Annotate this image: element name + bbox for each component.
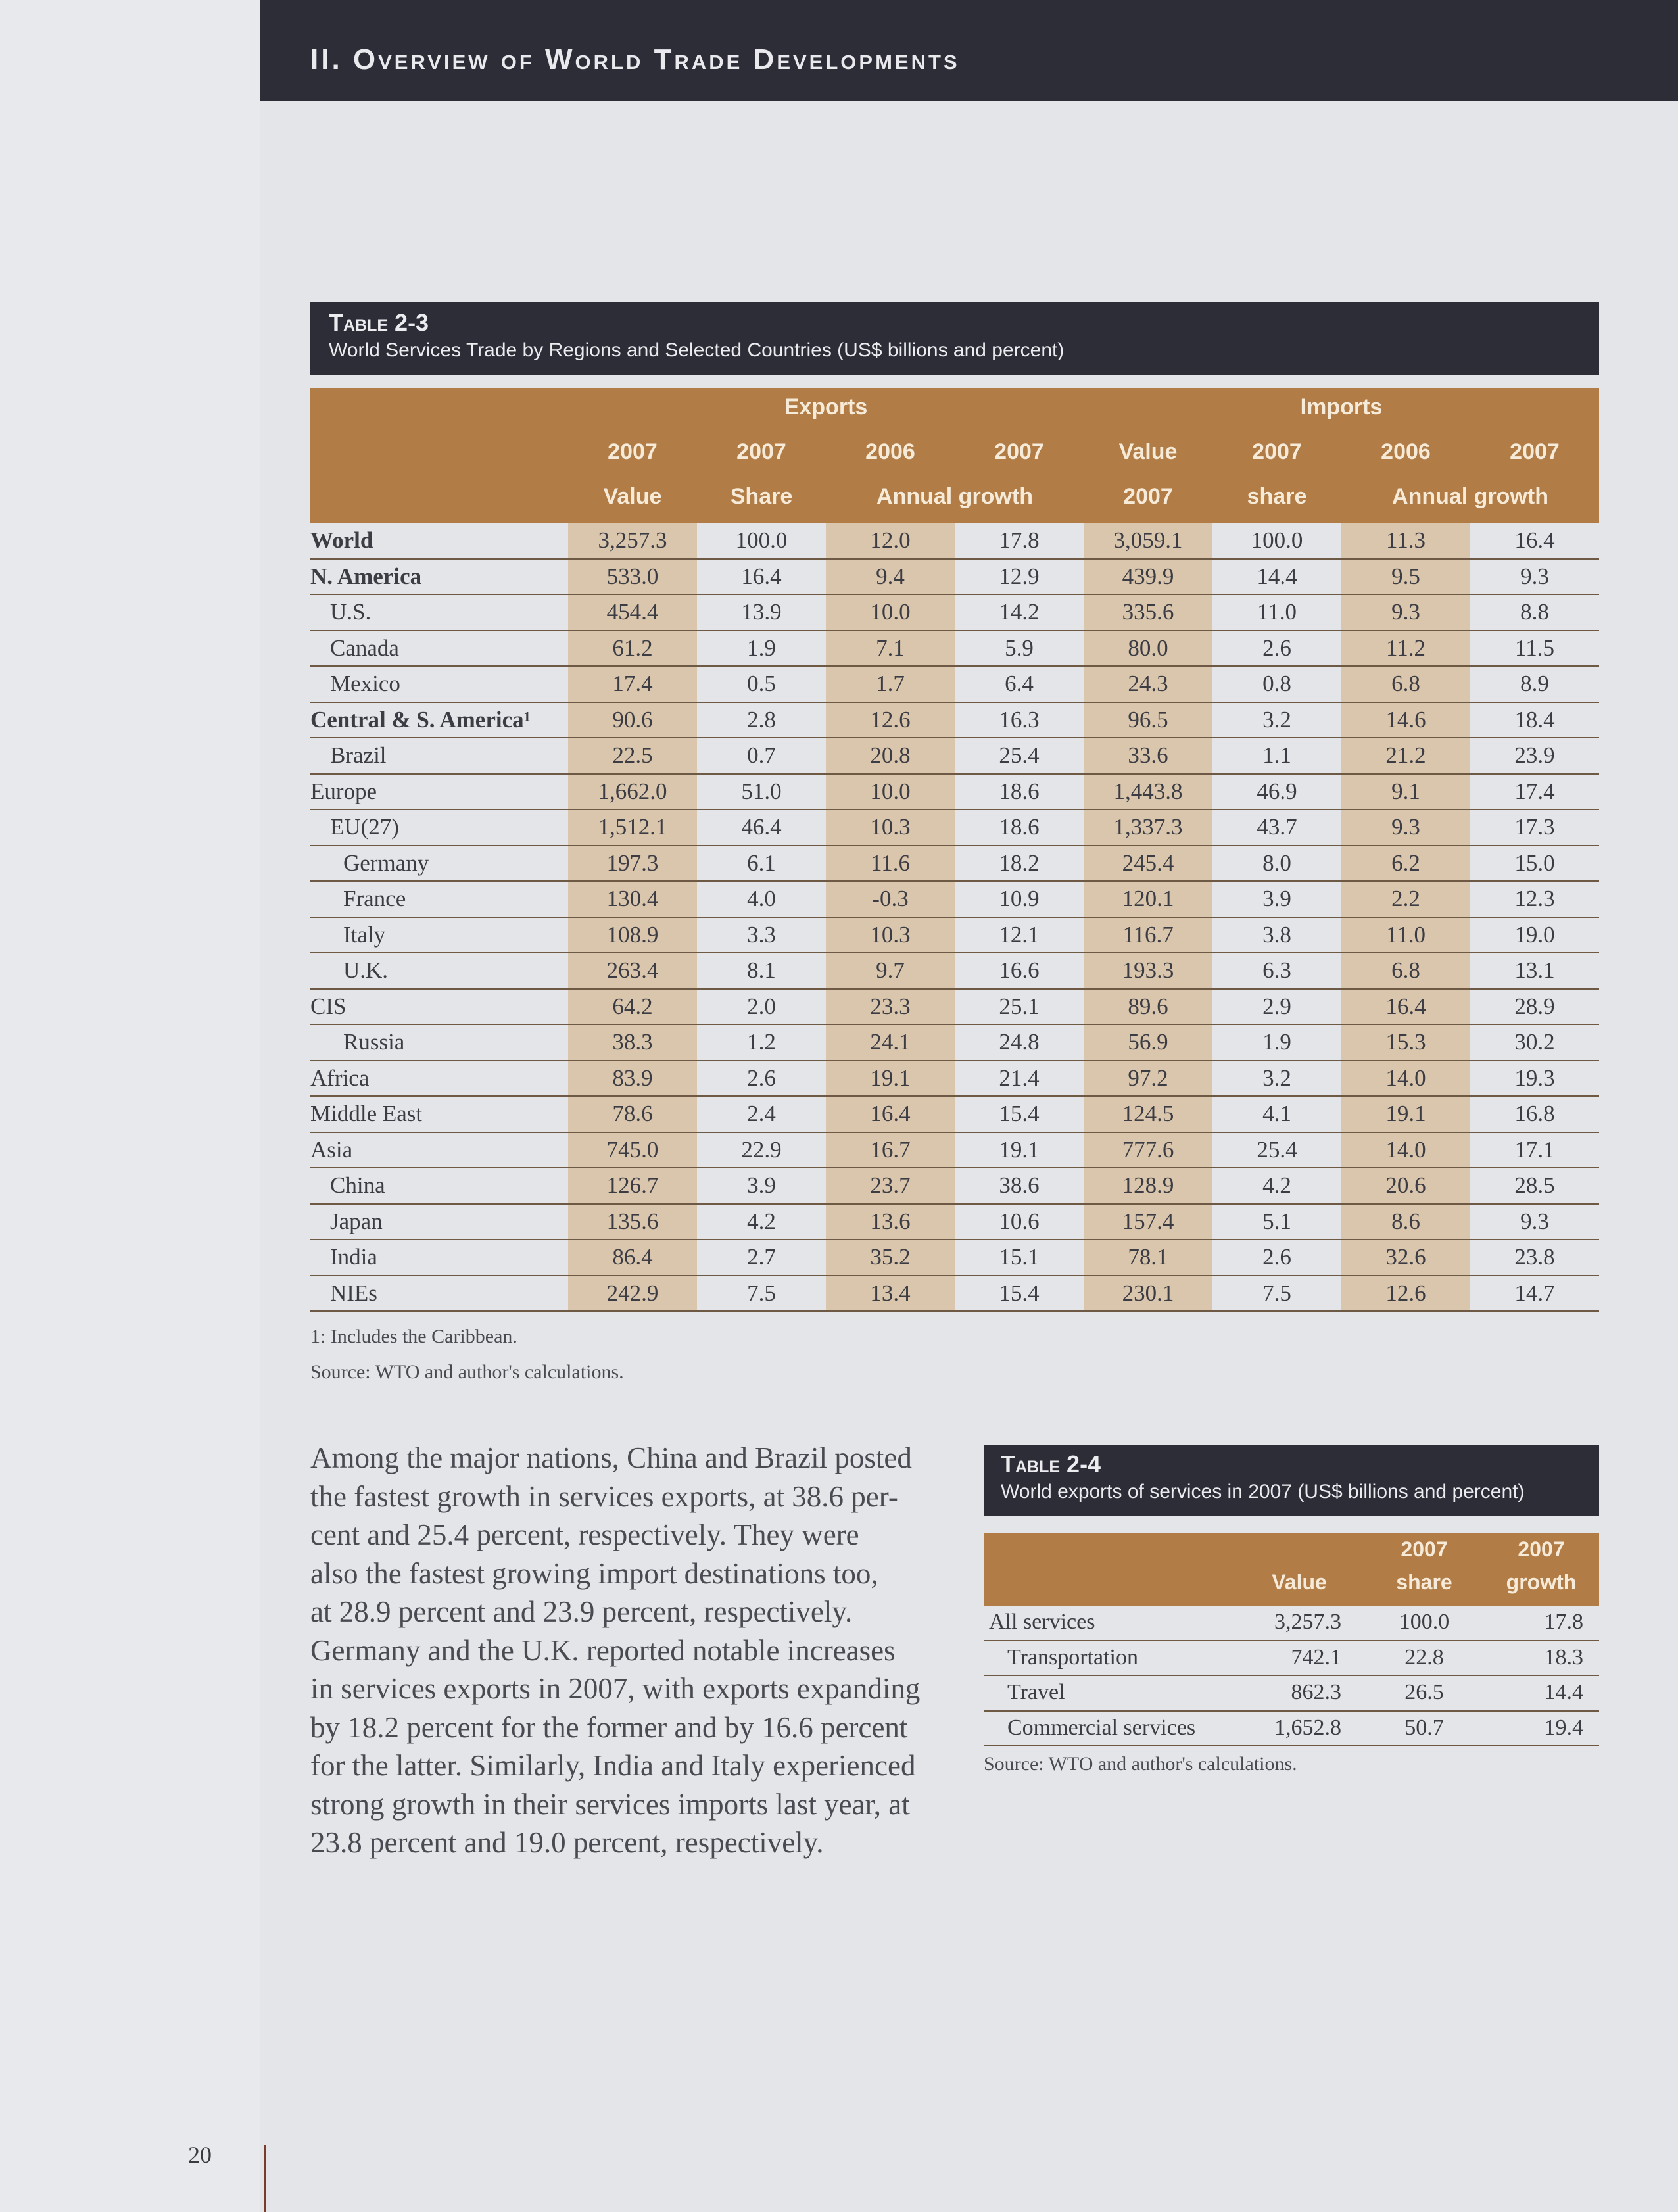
cell-imp-share: 43.7 [1257, 814, 1297, 840]
cell-exp-value: 1,662.0 [598, 778, 667, 804]
t4-col-growth-year: 2007 [1518, 1537, 1565, 1561]
cell-exp-growth-2007: 10.9 [999, 886, 1040, 911]
cell-exp-growth-2007: 15.4 [999, 1280, 1040, 1306]
cell-share: 50.7 [1404, 1715, 1444, 1740]
cell-growth: 19.4 [1544, 1715, 1583, 1740]
cell-imp-value: 33.6 [1128, 742, 1168, 768]
cell-exp-growth-2006: 13.6 [870, 1208, 911, 1234]
cell-exp-share: 51.0 [741, 778, 782, 804]
t4-col-growth: growth [1506, 1570, 1577, 1594]
cell-imp-growth-2006: 9.5 [1391, 563, 1420, 589]
col-exp-annual-growth: Annual growth [876, 484, 1033, 509]
cell-imp-growth-2006: 20.6 [1385, 1172, 1426, 1198]
cell-imp-growth-2006: 14.0 [1385, 1065, 1426, 1091]
cell-imp-share: 1.1 [1262, 742, 1291, 768]
cell-imp-growth-2006: 16.4 [1385, 993, 1426, 1019]
col-imp-annual-growth: Annual growth [1392, 484, 1548, 509]
cell-imp-growth-2006: 14.6 [1385, 706, 1426, 733]
cell-imp-value: 439.9 [1122, 563, 1174, 589]
cell-imp-growth-2007: 8.9 [1520, 671, 1549, 696]
row-label: Travel [1007, 1680, 1065, 1704]
row-label: Africa [310, 1065, 370, 1091]
cell-imp-growth-2006: 6.8 [1391, 671, 1420, 696]
cell-imp-value: 777.6 [1122, 1136, 1174, 1163]
cell-exp-value: 263.4 [606, 957, 659, 983]
cell-imp-growth-2007: 8.8 [1520, 599, 1549, 625]
table-row [310, 703, 1599, 739]
cell-exp-growth-2007: 19.1 [999, 1136, 1040, 1163]
table-row [310, 1133, 1599, 1169]
cell-imp-growth-2006: 6.2 [1391, 850, 1420, 876]
cell-exp-share: 7.5 [747, 1280, 776, 1306]
body-text-line: at 28.9 percent and 23.9 percent, respectively. [310, 1595, 853, 1628]
cell-imp-value: 97.2 [1128, 1065, 1168, 1091]
cell-exp-value: 64.2 [612, 993, 653, 1019]
table-row [310, 1205, 1599, 1241]
cell-imp-value: 96.5 [1128, 706, 1168, 733]
cell-exp-growth-2006: 16.7 [870, 1136, 911, 1163]
body-text-line: Among the major nations, China and Brazil posted [310, 1441, 912, 1474]
body-text-line: the fastest growth in services exports, at 38.6 per- [310, 1479, 898, 1513]
table-row [310, 810, 1599, 846]
cell-imp-value: 89.6 [1128, 993, 1168, 1019]
cell-exp-growth-2006: 23.3 [870, 993, 911, 1019]
table-row [310, 1097, 1599, 1133]
cell-exp-growth-2006: 11.6 [871, 850, 910, 876]
table4-label: Table 2-4 [1001, 1451, 1101, 1478]
cell-exp-growth-2007: 21.4 [999, 1065, 1040, 1091]
cell-exp-value: 126.7 [606, 1172, 659, 1198]
cell-imp-share: 14.4 [1257, 563, 1297, 589]
cell-imp-share: 4.1 [1262, 1101, 1291, 1126]
cell-imp-value: 230.1 [1122, 1280, 1174, 1306]
col-exp-growth-2006: 2006 [865, 439, 915, 464]
chapter-title: II. Overview of World Trade Developments [310, 43, 960, 76]
row-label: Italy [343, 921, 386, 948]
cell-imp-share: 3.2 [1262, 1065, 1291, 1091]
cell-exp-growth-2006: 10.0 [870, 599, 911, 625]
cell-imp-growth-2006: 9.3 [1391, 814, 1420, 840]
cell-imp-value: 120.1 [1122, 886, 1174, 911]
cell-exp-growth-2006: 23.7 [870, 1172, 911, 1198]
cell-exp-share: 2.6 [747, 1065, 776, 1091]
cell-exp-growth-2006: 24.1 [870, 1029, 911, 1055]
cell-exp-growth-2007: 6.4 [1005, 671, 1034, 696]
cell-imp-growth-2006: 19.1 [1385, 1101, 1426, 1126]
col-imp-value: Value [1118, 439, 1178, 464]
cell-imp-share: 8.0 [1262, 850, 1291, 876]
cell-exp-share: 100.0 [735, 527, 788, 553]
cell-exp-value: 242.9 [606, 1280, 659, 1306]
cell-imp-growth-2007: 15.0 [1514, 850, 1555, 876]
cell-exp-share: 1.2 [747, 1029, 776, 1055]
cell-exp-growth-2006: 35.2 [870, 1244, 911, 1270]
col-imp-growth-2007: 2007 [1510, 439, 1560, 464]
cell-exp-value: 22.5 [612, 742, 653, 768]
cell-exp-share: 2.8 [747, 706, 776, 733]
cell-value: 742.1 [1291, 1645, 1341, 1670]
cell-exp-value: 3,257.3 [598, 527, 667, 553]
cell-imp-growth-2007: 19.3 [1514, 1065, 1555, 1091]
row-label: Commercial services [1007, 1715, 1196, 1740]
cell-imp-growth-2006: 9.3 [1391, 599, 1420, 625]
cell-exp-growth-2007: 17.8 [999, 527, 1040, 553]
row-label: France [343, 886, 406, 911]
row-label: Mexico [330, 671, 400, 696]
page-number: 20 [188, 2142, 212, 2168]
cell-growth: 14.4 [1544, 1680, 1583, 1704]
cell-exp-value: 61.2 [612, 635, 653, 661]
page-number-rule [264, 2145, 266, 2212]
cell-exp-share: 3.9 [747, 1172, 776, 1198]
cell-imp-growth-2007: 9.3 [1520, 1208, 1549, 1234]
cell-exp-growth-2007: 14.2 [999, 599, 1040, 625]
cell-exp-value: 745.0 [606, 1136, 659, 1163]
cell-imp-growth-2007: 23.8 [1514, 1244, 1555, 1270]
t4-col-share: share [1396, 1570, 1452, 1594]
row-label: NIEs [330, 1280, 377, 1306]
cell-imp-growth-2006: 15.3 [1385, 1029, 1426, 1055]
cell-exp-share: 1.9 [747, 635, 776, 661]
cell-imp-growth-2006: 32.6 [1385, 1244, 1426, 1270]
page-margin [0, 0, 260, 2212]
cell-exp-growth-2006: 16.4 [870, 1101, 911, 1126]
cell-imp-growth-2006: 11.3 [1386, 527, 1426, 553]
cell-imp-value: 1,337.3 [1113, 814, 1183, 840]
cell-imp-value: 3,059.1 [1113, 527, 1183, 553]
table-row [310, 1025, 1599, 1061]
cell-exp-share: 3.3 [747, 921, 776, 948]
cell-imp-growth-2006: 12.6 [1385, 1280, 1426, 1306]
cell-imp-growth-2006: 9.1 [1391, 778, 1420, 804]
cell-imp-share: 6.3 [1262, 957, 1291, 983]
cell-exp-growth-2007: 38.6 [999, 1172, 1040, 1198]
cell-imp-share: 7.5 [1262, 1280, 1291, 1306]
cell-exp-value: 533.0 [606, 563, 659, 589]
cell-exp-value: 78.6 [612, 1101, 653, 1126]
table-row [310, 595, 1599, 631]
cell-imp-value: 124.5 [1122, 1101, 1174, 1126]
cell-exp-share: 6.1 [747, 850, 776, 876]
cell-imp-growth-2007: 30.2 [1514, 1029, 1555, 1055]
cell-exp-growth-2007: 18.2 [999, 850, 1040, 876]
cell-imp-share: 3.8 [1262, 921, 1291, 948]
cell-imp-growth-2007: 19.0 [1514, 921, 1555, 948]
table-row [984, 1641, 1599, 1677]
row-label: Middle East [310, 1101, 423, 1126]
table4-header [984, 1533, 1599, 1606]
row-label: Germany [343, 850, 429, 876]
body-text-line: 23.8 percent and 19.0 percent, respectively. [310, 1826, 824, 1859]
col-imp-share-year: 2007 [1252, 439, 1302, 464]
cell-imp-value: 56.9 [1128, 1029, 1168, 1055]
cell-exp-share: 2.7 [747, 1244, 776, 1270]
cell-imp-growth-2006: 14.0 [1385, 1136, 1426, 1163]
table-row [310, 1276, 1599, 1312]
cell-imp-share: 100.0 [1251, 527, 1303, 553]
cell-exp-value: 17.4 [612, 671, 653, 696]
row-label: China [330, 1172, 385, 1198]
row-label: Central & S. America¹ [310, 706, 531, 733]
row-label: India [330, 1244, 377, 1270]
cell-exp-share: 4.2 [747, 1208, 776, 1234]
col-exp-value-year: 2007 [608, 439, 658, 464]
cell-imp-growth-2007: 13.1 [1514, 957, 1555, 983]
cell-imp-share: 2.6 [1262, 1244, 1291, 1270]
cell-imp-growth-2007: 17.3 [1514, 814, 1555, 840]
cell-imp-value: 116.7 [1122, 921, 1174, 948]
cell-exp-growth-2007: 12.9 [999, 563, 1040, 589]
cell-imp-share: 3.9 [1262, 886, 1291, 911]
row-label: Russia [343, 1029, 405, 1055]
table-row [310, 953, 1599, 990]
row-label: U.S. [330, 599, 372, 625]
cell-exp-growth-2006: 10.3 [870, 921, 911, 948]
row-label: World [310, 527, 373, 553]
cell-exp-value: 83.9 [612, 1065, 653, 1091]
cell-exp-share: 0.5 [747, 671, 776, 696]
table4-source: Source: WTO and author's calculations. [984, 1753, 1297, 1775]
body-text-line: by 18.2 percent for the former and by 16.6 percent [310, 1710, 908, 1744]
cell-exp-growth-2006: 10.0 [870, 778, 911, 804]
cell-exp-growth-2007: 5.9 [1005, 635, 1034, 661]
cell-imp-value: 193.3 [1122, 957, 1174, 983]
cell-imp-share: 0.8 [1262, 671, 1291, 696]
t4-col-value: Value [1272, 1570, 1327, 1594]
cell-exp-growth-2007: 15.4 [999, 1101, 1040, 1126]
cell-exp-growth-2007: 18.6 [999, 814, 1040, 840]
body-text-line: for the latter. Similarly, India and Italy experienced [310, 1749, 916, 1782]
cell-exp-growth-2007: 12.1 [999, 921, 1040, 948]
cell-exp-growth-2006: 19.1 [870, 1065, 911, 1091]
cell-imp-growth-2007: 18.4 [1514, 706, 1555, 733]
cell-exp-growth-2006: 10.3 [870, 814, 911, 840]
cell-imp-growth-2006: 11.2 [1386, 635, 1426, 661]
cell-exp-value: 86.4 [612, 1244, 653, 1270]
cell-imp-value: 245.4 [1122, 850, 1174, 876]
cell-imp-share: 1.9 [1262, 1029, 1291, 1055]
table-row [984, 1712, 1599, 1747]
cell-imp-growth-2006: 6.8 [1391, 957, 1420, 983]
cell-imp-growth-2006: 11.0 [1386, 921, 1426, 948]
table3-title-bar [310, 302, 1599, 375]
table-row [310, 667, 1599, 703]
col-imp-value-year: 2007 [1123, 484, 1173, 509]
row-label: CIS [310, 993, 347, 1019]
cell-value: 1,652.8 [1274, 1715, 1341, 1740]
cell-imp-share: 4.2 [1262, 1172, 1291, 1198]
table3-source: Source: WTO and author's calculations. [310, 1361, 624, 1383]
cell-value: 3,257.3 [1274, 1610, 1341, 1634]
table-row [310, 1168, 1599, 1205]
cell-exp-growth-2006: 1.7 [876, 671, 905, 696]
body-text-line: also the fastest growing import destinations too, [310, 1556, 878, 1590]
table-row [984, 1676, 1599, 1712]
table-row [310, 1240, 1599, 1276]
row-label: Europe [310, 778, 377, 804]
row-label: U.K. [343, 957, 389, 983]
cell-imp-value: 157.4 [1122, 1208, 1174, 1234]
table-row [310, 560, 1599, 596]
cell-exp-growth-2006: 9.4 [876, 563, 905, 589]
cell-exp-growth-2007: 25.1 [999, 993, 1040, 1019]
cell-exp-growth-2007: 15.1 [999, 1244, 1040, 1270]
t4-col-share-year: 2007 [1401, 1537, 1448, 1561]
table-row [310, 631, 1599, 667]
cell-imp-growth-2007: 28.5 [1514, 1172, 1555, 1198]
table-row [984, 1606, 1599, 1641]
cell-exp-value: 197.3 [606, 850, 659, 876]
cell-imp-growth-2006: 8.6 [1391, 1208, 1420, 1234]
row-label: EU(27) [330, 814, 399, 840]
cell-imp-growth-2007: 9.3 [1520, 563, 1549, 589]
cell-imp-share: 46.9 [1257, 778, 1297, 804]
body-text-line: Germany and the U.K. reported notable increases [310, 1633, 896, 1667]
table-row [310, 918, 1599, 954]
cell-exp-value: 108.9 [606, 921, 659, 948]
row-label: Asia [310, 1136, 353, 1163]
table-row [310, 990, 1599, 1026]
cell-exp-share: 16.4 [741, 563, 782, 589]
cell-exp-share: 0.7 [747, 742, 776, 768]
cell-exp-growth-2007: 25.4 [999, 742, 1040, 768]
table4-caption: World exports of services in 2007 (US$ billions and percent) [1001, 1481, 1525, 1503]
row-label: Canada [330, 635, 399, 661]
cell-imp-value: 335.6 [1122, 599, 1174, 625]
cell-exp-value: 135.6 [606, 1208, 659, 1234]
cell-imp-share: 3.2 [1262, 706, 1291, 733]
cell-growth: 17.8 [1544, 1610, 1583, 1634]
cell-value: 862.3 [1291, 1680, 1341, 1704]
cell-exp-growth-2006: 7.1 [876, 635, 905, 661]
table3-label: Table 2-3 [329, 309, 429, 336]
cell-growth: 18.3 [1544, 1645, 1583, 1670]
cell-imp-share: 25.4 [1257, 1136, 1297, 1163]
table4-title-bar [984, 1445, 1599, 1516]
cell-exp-value: 1,512.1 [598, 814, 667, 840]
cell-exp-growth-2006: -0.3 [872, 886, 909, 911]
cell-imp-value: 80.0 [1128, 635, 1168, 661]
cell-imp-value: 128.9 [1122, 1172, 1174, 1198]
cell-imp-value: 1,443.8 [1113, 778, 1183, 804]
cell-imp-share: 2.9 [1262, 993, 1291, 1019]
row-label: Japan [330, 1208, 383, 1234]
cell-exp-growth-2007: 24.8 [999, 1029, 1040, 1055]
cell-imp-growth-2007: 11.5 [1515, 635, 1554, 661]
body-text-line: cent and 25.4 percent, respectively. They were [310, 1518, 859, 1551]
cell-imp-growth-2006: 21.2 [1385, 742, 1426, 768]
body-paragraph [310, 1439, 942, 1862]
table-row [310, 523, 1599, 560]
cell-exp-growth-2007: 10.6 [999, 1208, 1040, 1234]
col-exp-growth-2007: 2007 [994, 439, 1044, 464]
cell-exp-value: 130.4 [606, 886, 659, 911]
cell-exp-growth-2006: 9.7 [876, 957, 905, 983]
table-row [310, 846, 1599, 882]
cell-exp-value: 454.4 [606, 599, 659, 625]
cell-imp-growth-2007: 12.3 [1514, 886, 1555, 911]
cell-imp-value: 78.1 [1128, 1244, 1168, 1270]
body-text-line: in services exports in 2007, with exports expanding [310, 1672, 921, 1705]
cell-imp-growth-2007: 23.9 [1514, 742, 1555, 768]
cell-imp-growth-2007: 28.9 [1514, 993, 1555, 1019]
col-exp-share: Share [730, 484, 793, 509]
cell-share: 26.5 [1404, 1680, 1444, 1704]
cell-exp-value: 90.6 [612, 706, 653, 733]
row-label: All services [989, 1610, 1095, 1634]
cell-exp-growth-2007: 16.6 [999, 957, 1040, 983]
cell-imp-growth-2006: 2.2 [1391, 886, 1420, 911]
cell-exp-share: 22.9 [741, 1136, 782, 1163]
cell-exp-share: 2.4 [747, 1101, 776, 1126]
col-exp-value: Value [603, 484, 662, 509]
table3-footnote: 1: Includes the Caribbean. [310, 1326, 517, 1347]
cell-imp-growth-2007: 14.7 [1514, 1280, 1555, 1306]
body-text-line: strong growth in their services imports last year, at [310, 1787, 910, 1821]
imports-group-header: Imports [1300, 395, 1383, 420]
cell-exp-share: 46.4 [741, 814, 782, 840]
col-imp-growth-2006: 2006 [1381, 439, 1431, 464]
cell-exp-share: 2.0 [747, 993, 776, 1019]
col-exp-share-year: 2007 [736, 439, 786, 464]
table-row [310, 775, 1599, 811]
row-label: Brazil [330, 742, 387, 768]
cell-exp-growth-2007: 16.3 [999, 706, 1040, 733]
table-row [310, 738, 1599, 775]
cell-exp-growth-2006: 13.4 [870, 1280, 911, 1306]
col-imp-share: share [1247, 484, 1307, 509]
cell-exp-growth-2006: 20.8 [870, 742, 911, 768]
cell-imp-share: 11.0 [1257, 599, 1297, 625]
cell-exp-growth-2007: 18.6 [999, 778, 1040, 804]
cell-exp-share: 13.9 [741, 599, 782, 625]
table3-header [310, 388, 1599, 523]
cell-imp-value: 24.3 [1128, 671, 1168, 696]
cell-imp-growth-2007: 17.4 [1514, 778, 1555, 804]
table-row [310, 882, 1599, 918]
row-label: Transportation [1007, 1645, 1138, 1670]
cell-share: 22.8 [1404, 1645, 1444, 1670]
cell-exp-share: 8.1 [747, 957, 776, 983]
cell-imp-growth-2007: 17.1 [1514, 1136, 1555, 1163]
cell-exp-share: 4.0 [747, 886, 776, 911]
table3-caption: World Services Trade by Regions and Selected Countries (US$ billions and percent) [329, 339, 1065, 361]
cell-exp-growth-2006: 12.6 [870, 706, 911, 733]
cell-imp-share: 5.1 [1262, 1208, 1291, 1234]
cell-share: 100.0 [1399, 1610, 1450, 1634]
row-label: N. America [310, 563, 422, 589]
cell-imp-share: 2.6 [1262, 635, 1291, 661]
cell-exp-growth-2006: 12.0 [870, 527, 911, 553]
cell-imp-growth-2007: 16.4 [1514, 527, 1555, 553]
exports-group-header: Exports [784, 395, 868, 420]
cell-imp-growth-2007: 16.8 [1514, 1101, 1555, 1126]
cell-exp-value: 38.3 [612, 1029, 653, 1055]
table-row [310, 1061, 1599, 1097]
